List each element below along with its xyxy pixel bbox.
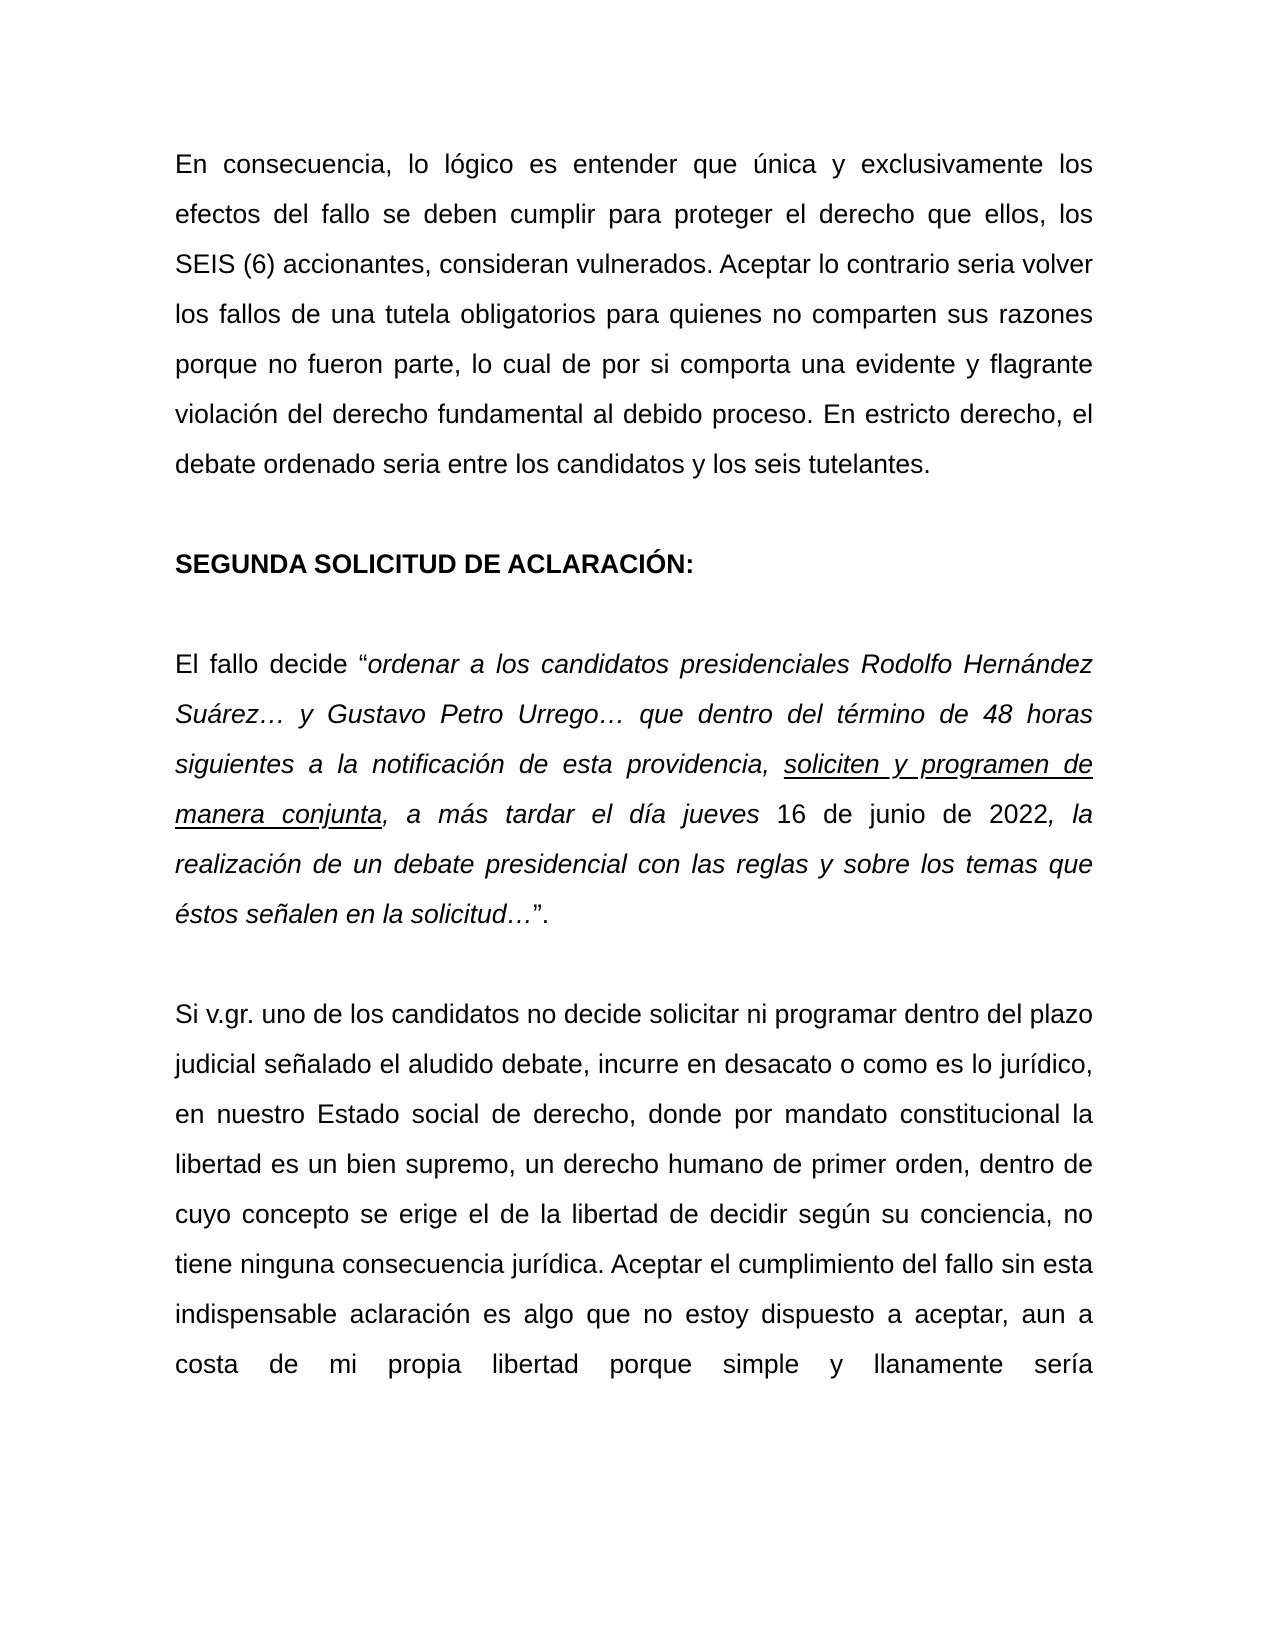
document-page bbox=[175, 139, 1093, 1389]
quote-underlined: soliciten y programen de manera conjunta bbox=[175, 749, 1093, 829]
quote-text-3: , la realización de un debate presidencial con las reglas y sobre los temas que éstos señalen en la solicitud… bbox=[175, 799, 1093, 929]
quote-text-2: , a más tardar el día jueves bbox=[382, 799, 777, 829]
section-heading: SEGUNDA SOLICITUD DE ACLARACIÓN: bbox=[175, 549, 695, 579]
spacer bbox=[175, 489, 1093, 539]
paragraph-ruling-quote bbox=[175, 639, 1093, 939]
spacer bbox=[175, 939, 1093, 989]
quote-date: 16 de junio de 2022 bbox=[776, 799, 1048, 829]
spacer bbox=[175, 589, 1093, 639]
quote-lead: El fallo decide “ bbox=[175, 649, 368, 679]
paragraph-contempt: Si v.gr. uno de los candidatos no decide solicitar ni programar dentro del plazo judicial señalado el aludido debate, incurre en desacato o como es lo jurídico, en nuestro Estado social de derecho, donde por mandato constitucional la libertad es un bien supremo, un derecho humano de primer orden, dentro de cuyo concepto se erige el de la libertad de decidir según su conciencia, no tiene ninguna consecuencia jurídica. Aceptar el cumplimiento del fallo sin esta indispensable aclaración es algo que no estoy dispuesto a aceptar, aun a costa de mi propia libertad porque simple y llanamente sería bbox=[175, 999, 1093, 1379]
quote-text-1: ordenar a los candidatos presidenciales Rodolfo Hernández Suárez… y Gustavo Petro Urrego… que dentro del término de 48 horas siguientes a la notificación de esta providencia, bbox=[175, 649, 1093, 779]
quote-closing: ”. bbox=[532, 899, 550, 929]
paragraph-consequence: En consecuencia, lo lógico es entender que única y exclusivamente los efectos del fallo se deben cumplir para proteger el derecho que ellos, los SEIS (6) accionantes, consideran vulnerados. Aceptar lo contrario seria volver los fallos de una tutela obligatorios para quienes no comparten sus razones porque no fueron parte, lo cual de por si comporta una evidente y flagrante violación del derecho fundamental al debido proceso. En estricto derecho, el debate ordenado seria entre los candidatos y los seis tutelantes. bbox=[175, 149, 1093, 479]
